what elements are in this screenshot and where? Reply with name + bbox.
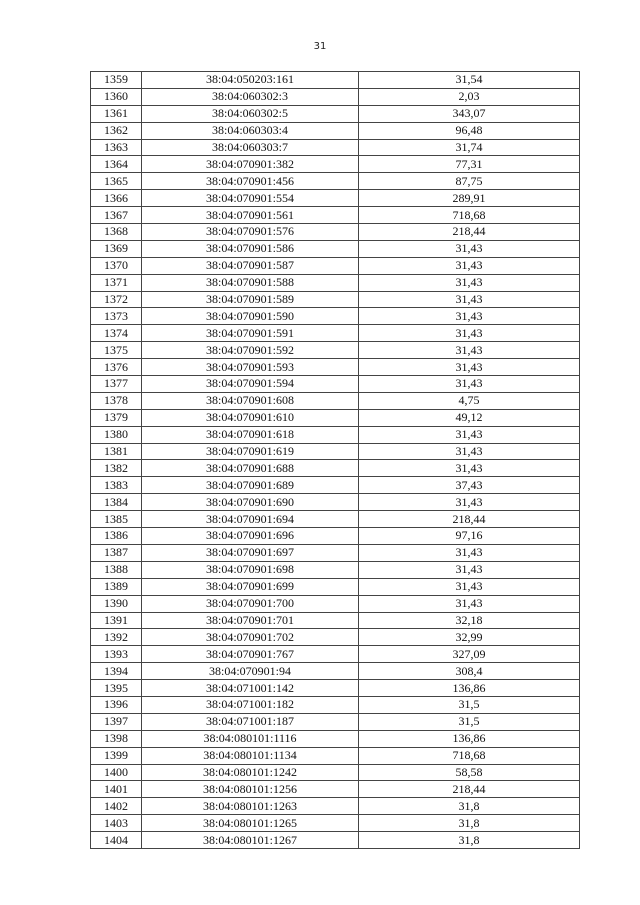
table-row [91, 443, 580, 460]
row-number-cell: 1370 [91, 257, 142, 274]
row-number-cell: 1376 [91, 359, 142, 376]
table-row [91, 713, 580, 730]
value-cell: 31,43 [359, 494, 580, 511]
table-row [91, 274, 580, 291]
value-cell: 31,5 [359, 713, 580, 730]
row-number-cell: 1384 [91, 494, 142, 511]
value-cell: 31,8 [359, 832, 580, 849]
value-cell: 2,03 [359, 88, 580, 105]
table-row [91, 359, 580, 376]
row-number-cell: 1374 [91, 325, 142, 342]
cadastral-number-cell: 38:04:080101:1116 [142, 730, 359, 747]
cadastral-number-cell: 38:04:070901:690 [142, 494, 359, 511]
table-row [91, 156, 580, 173]
value-cell: 97,16 [359, 528, 580, 545]
cadastral-number-cell: 38:04:070901:696 [142, 528, 359, 545]
cadastral-number-cell: 38:04:070901:698 [142, 561, 359, 578]
cadastral-number-cell: 38:04:070901:689 [142, 477, 359, 494]
value-cell: 343,07 [359, 105, 580, 122]
row-number-cell: 1386 [91, 528, 142, 545]
value-cell: 308,4 [359, 663, 580, 680]
row-number-cell: 1377 [91, 376, 142, 393]
value-cell: 218,44 [359, 781, 580, 798]
cadastral-number-cell: 38:04:080101:1242 [142, 764, 359, 781]
table-row [91, 629, 580, 646]
value-cell: 31,43 [359, 308, 580, 325]
row-number-cell: 1403 [91, 815, 142, 832]
row-number-cell: 1378 [91, 392, 142, 409]
table-row [91, 342, 580, 359]
cadastral-number-cell: 38:04:070901:697 [142, 544, 359, 561]
value-cell: 31,43 [359, 325, 580, 342]
row-number-cell: 1375 [91, 342, 142, 359]
cadastral-number-cell: 38:04:070901:700 [142, 595, 359, 612]
cadastral-number-cell: 38:04:060302:3 [142, 88, 359, 105]
value-cell: 31,8 [359, 798, 580, 815]
cadastral-number-cell: 38:04:070901:702 [142, 629, 359, 646]
table-row [91, 308, 580, 325]
cadastral-number-cell: 38:04:070901:701 [142, 612, 359, 629]
table-row [91, 139, 580, 156]
value-cell: 58,58 [359, 764, 580, 781]
cadastral-number-cell: 38:04:070901:456 [142, 173, 359, 190]
row-number-cell: 1389 [91, 578, 142, 595]
cadastral-table [90, 71, 580, 849]
table-row [91, 511, 580, 528]
value-cell: 49,12 [359, 409, 580, 426]
table-row [91, 105, 580, 122]
value-cell: 87,75 [359, 173, 580, 190]
value-cell: 289,91 [359, 190, 580, 207]
page-number: 31 [313, 41, 327, 52]
cadastral-number-cell: 38:04:080101:1267 [142, 832, 359, 849]
cadastral-number-cell: 38:04:070901:586 [142, 240, 359, 257]
value-cell: 31,43 [359, 595, 580, 612]
table-row [91, 207, 580, 224]
value-cell: 31,43 [359, 443, 580, 460]
row-number-cell: 1361 [91, 105, 142, 122]
row-number-cell: 1380 [91, 426, 142, 443]
value-cell: 31,43 [359, 291, 580, 308]
row-number-cell: 1363 [91, 139, 142, 156]
table-row [91, 122, 580, 139]
row-number-cell: 1404 [91, 832, 142, 849]
table-row [91, 696, 580, 713]
value-cell: 218,44 [359, 511, 580, 528]
cadastral-number-cell: 38:04:070901:619 [142, 443, 359, 460]
table-row [91, 477, 580, 494]
value-cell: 37,43 [359, 477, 580, 494]
cadastral-number-cell: 38:04:070901:561 [142, 207, 359, 224]
cadastral-number-cell: 38:04:070901:589 [142, 291, 359, 308]
row-number-cell: 1381 [91, 443, 142, 460]
row-number-cell: 1391 [91, 612, 142, 629]
row-number-cell: 1368 [91, 224, 142, 241]
row-number-cell: 1360 [91, 88, 142, 105]
row-number-cell: 1394 [91, 663, 142, 680]
table-body [91, 72, 580, 849]
cadastral-number-cell: 38:04:080101:1134 [142, 747, 359, 764]
row-number-cell: 1372 [91, 291, 142, 308]
table-row [91, 798, 580, 815]
value-cell: 31,43 [359, 561, 580, 578]
table-row [91, 325, 580, 342]
value-cell: 31,43 [359, 257, 580, 274]
row-number-cell: 1400 [91, 764, 142, 781]
table-row [91, 460, 580, 477]
row-number-cell: 1382 [91, 460, 142, 477]
row-number-cell: 1402 [91, 798, 142, 815]
cadastral-number-cell: 38:04:070901:592 [142, 342, 359, 359]
row-number-cell: 1383 [91, 477, 142, 494]
value-cell: 77,31 [359, 156, 580, 173]
table-row [91, 291, 580, 308]
row-number-cell: 1371 [91, 274, 142, 291]
cadastral-number-cell: 38:04:070901:688 [142, 460, 359, 477]
cadastral-number-cell: 38:04:060303:7 [142, 139, 359, 156]
row-number-cell: 1397 [91, 713, 142, 730]
cadastral-number-cell: 38:04:070901:591 [142, 325, 359, 342]
cadastral-number-cell: 38:04:070901:699 [142, 578, 359, 595]
value-cell: 31,43 [359, 274, 580, 291]
value-cell: 31,43 [359, 342, 580, 359]
table-row [91, 224, 580, 241]
table-row [91, 88, 580, 105]
table-row [91, 240, 580, 257]
table-row [91, 392, 580, 409]
value-cell: 32,18 [359, 612, 580, 629]
table-row [91, 764, 580, 781]
row-number-cell: 1359 [91, 72, 142, 89]
row-number-cell: 1373 [91, 308, 142, 325]
cadastral-number-cell: 38:04:070901:554 [142, 190, 359, 207]
cadastral-number-cell: 38:04:070901:576 [142, 224, 359, 241]
table-row [91, 257, 580, 274]
value-cell: 31,74 [359, 139, 580, 156]
cadastral-number-cell: 38:04:060303:4 [142, 122, 359, 139]
table-row [91, 663, 580, 680]
row-number-cell: 1396 [91, 696, 142, 713]
value-cell: 218,44 [359, 224, 580, 241]
table-row [91, 832, 580, 849]
table-row [91, 544, 580, 561]
table-row [91, 747, 580, 764]
value-cell: 32,99 [359, 629, 580, 646]
value-cell: 31,43 [359, 426, 580, 443]
value-cell: 327,09 [359, 646, 580, 663]
cadastral-number-cell: 38:04:080101:1265 [142, 815, 359, 832]
cadastral-number-cell: 38:04:070901:594 [142, 376, 359, 393]
cadastral-number-cell: 38:04:070901:587 [142, 257, 359, 274]
value-cell: 31,43 [359, 359, 580, 376]
table-row [91, 561, 580, 578]
cadastral-number-cell: 38:04:070901:382 [142, 156, 359, 173]
row-number-cell: 1388 [91, 561, 142, 578]
table-row [91, 72, 580, 89]
cadastral-number-cell: 38:04:071001:182 [142, 696, 359, 713]
value-cell: 136,86 [359, 680, 580, 697]
row-number-cell: 1362 [91, 122, 142, 139]
cadastral-number-cell: 38:04:070901:694 [142, 511, 359, 528]
value-cell: 96,48 [359, 122, 580, 139]
table-row [91, 190, 580, 207]
cadastral-number-cell: 38:04:071001:142 [142, 680, 359, 697]
row-number-cell: 1367 [91, 207, 142, 224]
table-row [91, 646, 580, 663]
row-number-cell: 1366 [91, 190, 142, 207]
row-number-cell: 1364 [91, 156, 142, 173]
cadastral-number-cell: 38:04:070901:590 [142, 308, 359, 325]
table-row [91, 612, 580, 629]
cadastral-number-cell: 38:04:070901:618 [142, 426, 359, 443]
row-number-cell: 1399 [91, 747, 142, 764]
value-cell: 31,43 [359, 376, 580, 393]
row-number-cell: 1395 [91, 680, 142, 697]
table-row [91, 494, 580, 511]
value-cell: 31,5 [359, 696, 580, 713]
value-cell: 31,8 [359, 815, 580, 832]
table-row [91, 815, 580, 832]
table-row [91, 173, 580, 190]
table-row [91, 730, 580, 747]
table-row [91, 376, 580, 393]
value-cell: 31,43 [359, 544, 580, 561]
cadastral-number-cell: 38:04:070901:593 [142, 359, 359, 376]
value-cell: 31,54 [359, 72, 580, 89]
table-row [91, 426, 580, 443]
value-cell: 31,43 [359, 240, 580, 257]
value-cell: 718,68 [359, 207, 580, 224]
cadastral-number-cell: 38:04:080101:1263 [142, 798, 359, 815]
cadastral-number-cell: 38:04:060302:5 [142, 105, 359, 122]
cadastral-number-cell: 38:04:070901:588 [142, 274, 359, 291]
cadastral-number-cell: 38:04:080101:1256 [142, 781, 359, 798]
row-number-cell: 1392 [91, 629, 142, 646]
value-cell: 718,68 [359, 747, 580, 764]
table-row [91, 578, 580, 595]
cadastral-number-cell: 38:04:070901:608 [142, 392, 359, 409]
row-number-cell: 1387 [91, 544, 142, 561]
table-row [91, 409, 580, 426]
value-cell: 136,86 [359, 730, 580, 747]
row-number-cell: 1369 [91, 240, 142, 257]
row-number-cell: 1393 [91, 646, 142, 663]
row-number-cell: 1379 [91, 409, 142, 426]
row-number-cell: 1401 [91, 781, 142, 798]
table-row [91, 680, 580, 697]
table-row [91, 781, 580, 798]
table-row [91, 528, 580, 545]
row-number-cell: 1365 [91, 173, 142, 190]
cadastral-number-cell: 38:04:070901:94 [142, 663, 359, 680]
cadastral-number-cell: 38:04:070901:610 [142, 409, 359, 426]
row-number-cell: 1398 [91, 730, 142, 747]
cadastral-number-cell: 38:04:070901:767 [142, 646, 359, 663]
value-cell: 31,43 [359, 460, 580, 477]
cadastral-number-cell: 38:04:050203:161 [142, 72, 359, 89]
table-row [91, 595, 580, 612]
cadastral-number-cell: 38:04:071001:187 [142, 713, 359, 730]
value-cell: 31,43 [359, 578, 580, 595]
row-number-cell: 1385 [91, 511, 142, 528]
row-number-cell: 1390 [91, 595, 142, 612]
value-cell: 4,75 [359, 392, 580, 409]
